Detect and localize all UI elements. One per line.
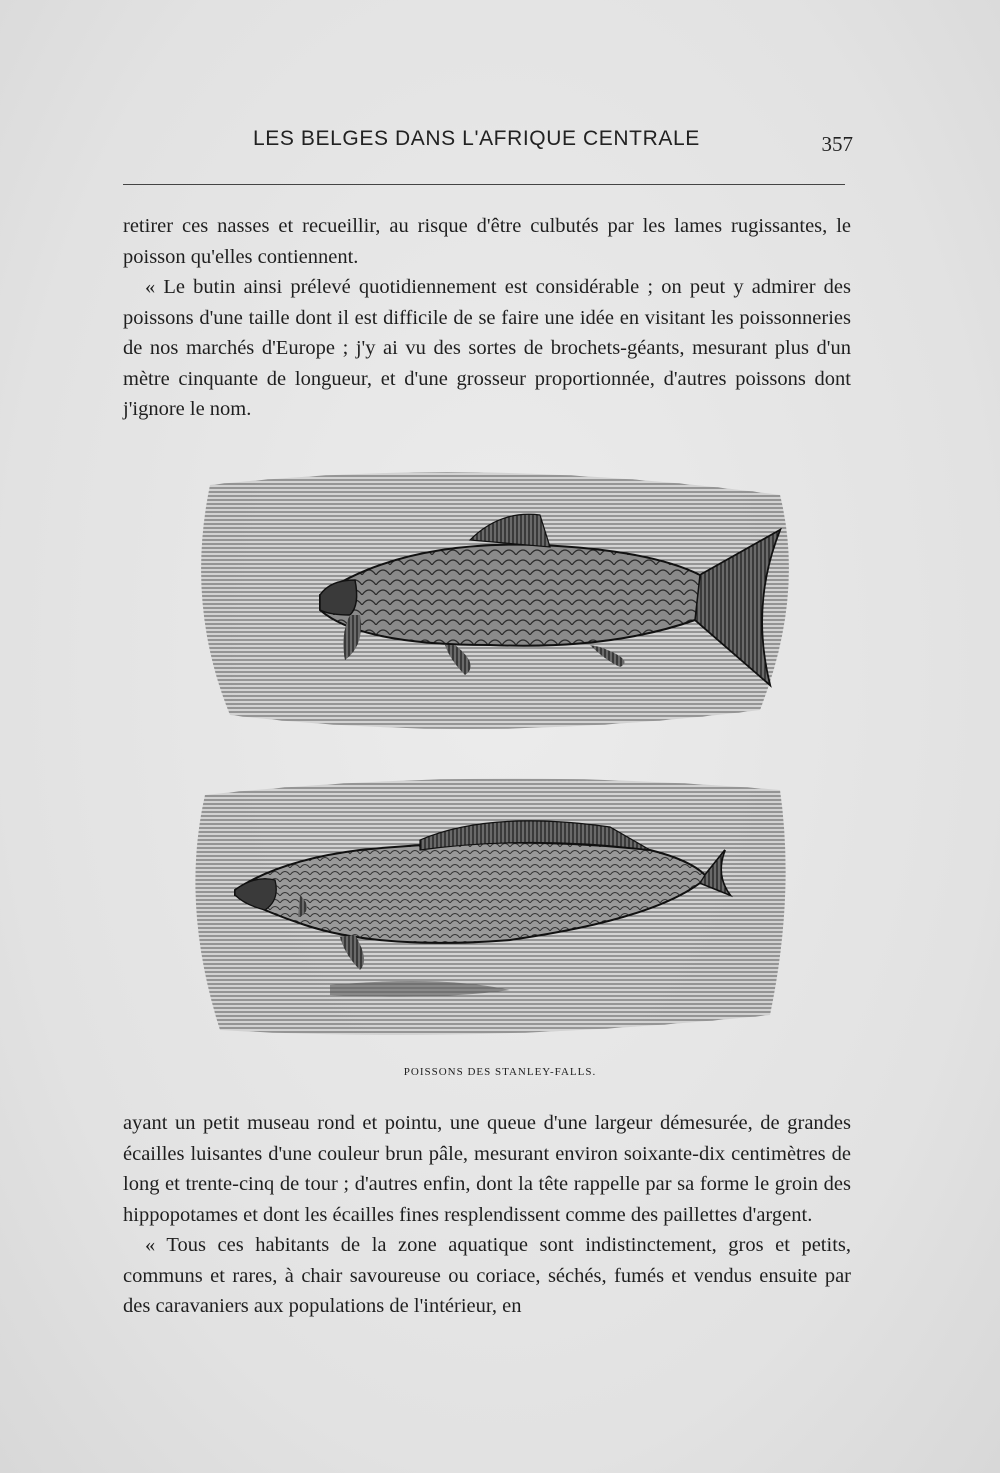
engraving-figure xyxy=(180,455,800,1055)
running-head xyxy=(123,124,853,158)
fish-engraving xyxy=(180,455,800,1055)
text-block-top xyxy=(123,211,851,425)
paragraph: retirer ces nasses et recueillir, au risque d'être culbutés par les lames rugissantes, le poisson qu'elles contiennent. xyxy=(123,215,851,268)
page-number: 357 xyxy=(821,132,853,156)
lower-fish-vignette xyxy=(195,779,785,1035)
running-title: LES BELGES DANS L'AFRIQUE CENTRALE xyxy=(253,127,700,150)
upper-fish-vignette xyxy=(201,472,789,729)
figure-caption: POISSONS DES STANLEY-FALLS. xyxy=(403,1066,597,1078)
paragraph: « Tous ces habitants de la zone aquatique sont indistinctement, gros et petits, communs et rares, à chair savoureuse ou coriace, séchés, fumés et vendus ensuite par des caravaniers aux populations de l'intérieur, en xyxy=(123,1234,851,1317)
header-rule xyxy=(123,184,845,185)
paragraph: ayant un petit museau rond et pointu, une queue d'une largeur démesurée, de grandes écailles luisantes d'une couleur brun pâle, mesurant environ soixante-dix centimètres de long et trente-cinq de tour ; d'autres enfin, dont la tête rappelle par sa forme le groin des hippopotames et dont les écailles fines resplendissent comme des paillettes d'argent. xyxy=(123,1112,851,1226)
text-block-bottom xyxy=(123,1108,851,1322)
paragraph: « Le butin ainsi prélevé quotidiennement est considérable ; on peut y admirer des poissons d'une taille dont il est difficile de se faire une idée en visitant les poissonneries de nos marchés d'Europe ; j'y ai vu des sortes de brochets-géants, mesurant plus d'un mètre cinquante de longueur, et d'une grosseur proportionnée, d'autres poissons dont j'ignore le nom. xyxy=(123,276,851,420)
